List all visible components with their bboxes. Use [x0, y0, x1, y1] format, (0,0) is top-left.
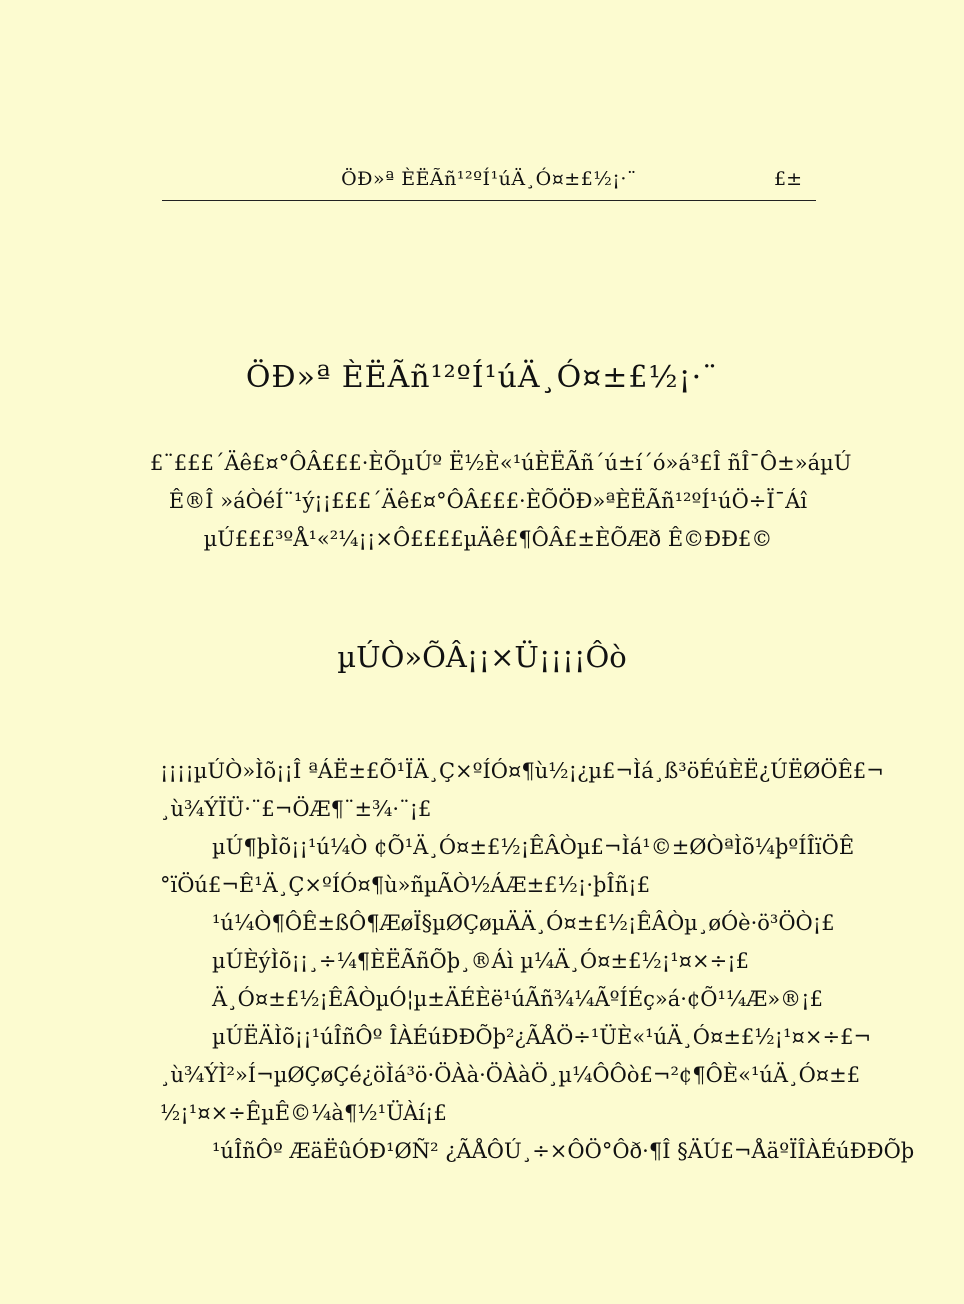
- body-line: µÚËÄÌõ¡¡¹úÎñÔº ÎÀÉúÐÐÕþ²¿ÃÅÖ÷¹ÜÈ«¹úÄ¸Ó¤±£½¡¹¤×÷£¬: [212, 1025, 872, 1049]
- body-line: ½¡¹¤×÷ÊµÊ©¼à¶½¹ÜÀí¡£: [160, 1101, 447, 1125]
- running-header: [162, 166, 816, 201]
- body-line: ¹ú¼Ò¶ÔÊ±ßÔ¶ÆøÏ§µØÇøµÄÄ¸Ó¤±£½¡ÊÂÒµ¸øÓè·ö³ÖÒ¡£: [212, 911, 835, 935]
- body-line: ¸ù¾ÝÌ²»Í¬µØÇøÇé¿öÌá³ö·ÖÀà·ÖÀàÖ¸µ¼ÔÔò£¬²¢¶ÔÈ«¹úÄ¸Ó¤±£: [160, 1063, 861, 1087]
- enactment-note-line: Ê®Î »áÒéÍ¨¹ý¡¡£££´Äê£¤°ÔÂ£££·ÈÕÖÐ»ªÈËÃñ¹²ºÍ¹úÖ÷Ï¯Áî: [168, 489, 808, 513]
- body-line: ¸ù¾ÝÏÜ·¨£¬ÖÆ¶¨±¾·¨¡£: [160, 797, 432, 821]
- enactment-note-line: £¨£££´Äê£¤°ÔÂ£££·ÈÕµÚº Ë½È«¹úÈËÃñ´ú±í´ó»á³£Î ñÎ¯Ô±»áµÚ: [150, 451, 852, 475]
- header-title: ÖÐ»ª ÈËÃñ¹²ºÍ¹úÄ¸Ó¤±£½¡·¨: [341, 168, 637, 190]
- body-line: °ïÖú£¬Ê¹Ä¸Ç×ºÍÓ¤¶ù»ñµÃÒ½ÁÆ±£½¡·þÎñ¡£: [160, 873, 651, 897]
- chapter-heading: µÚÒ»ÕÂ¡¡×Ü¡¡¡¡Ôò: [337, 640, 627, 674]
- body-line: µÚÈýÌõ¡¡¸÷¼¶ÈËÃñÕþ¸®Áì µ¼Ä¸Ó¤±£½¡¹¤×÷¡£: [212, 949, 749, 973]
- body-line: ¹úÎñÔº ÆäËûÓÐ¹ØÑ² ¿ÃÅÔÚ¸÷×ÔÖ°Ôð·¶Î §ÄÚ£¬ÅäºÏÎÀÉúÐÐÕþ: [212, 1139, 915, 1163]
- enactment-note: [150, 444, 852, 558]
- enactment-note-line: µÚ£££³ºÅ¹«²¼¡¡×Ô££££µÄê£¶ÔÂ£±ÈÕÆð Ê©ÐÐ£©: [203, 527, 773, 551]
- body-line: µÚ¶þÌõ¡¡¹ú¼Ò ¢Õ¹Ä¸Ó¤±£½¡ÊÂÒµ£¬Ìá¹©±ØÒªÌõ¼þºÍÎïÖÊ: [212, 835, 855, 859]
- page-number: £±: [773, 168, 802, 190]
- document-title: ÖÐ»ª ÈËÃñ¹²ºÍ¹úÄ¸Ó¤±£½¡·¨: [245, 360, 719, 395]
- body-line: Ä¸Ó¤±£½¡ÊÂÒµÓ¦µ±ÄÉÈë¹úÃñ¾¼ÃºÍÉç»á·¢Õ¹¼Æ»®¡£: [212, 987, 823, 1011]
- body-line: ¡¡¡¡µÚÒ»Ìõ¡¡Î ªÁË±£Õ¹ÏÄ¸Ç×ºÍÓ¤¶ù½¡¿µ£¬Ìá¸ß³öÉúÈË¿ÚËØÖÊ£¬: [160, 759, 884, 783]
- body-text: [160, 752, 915, 1170]
